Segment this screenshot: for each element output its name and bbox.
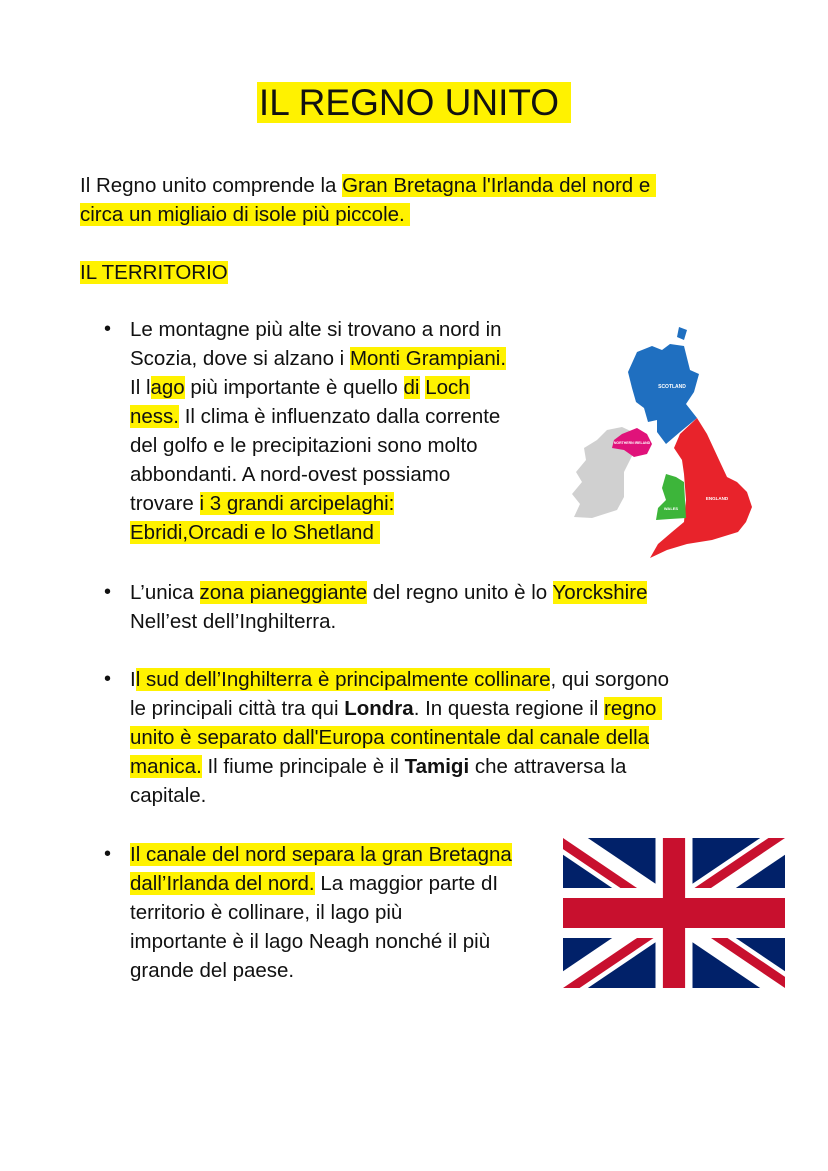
highlighted-text: Yorckshire <box>552 581 648 604</box>
text-segment: del regno unito è lo <box>367 581 553 604</box>
map-label-northern-ireland: NORTHERN IRELAND <box>613 441 651 445</box>
text-segment: Le montagne più alte si trovano a nord in <box>130 318 502 341</box>
text-segment: capitale. <box>130 784 207 807</box>
highlighted-text: Loch <box>425 376 470 399</box>
text-line <box>80 258 228 287</box>
bullet-icon: • <box>104 668 112 690</box>
highlighted-text: Gran Bretagna l'Irlanda del nord e <box>342 174 656 197</box>
highlighted-text: unito è separato dall'Europa continentale dal canale della <box>130 726 650 749</box>
text-line <box>130 781 669 810</box>
text-line <box>80 171 656 200</box>
highlighted-text: ness. <box>130 405 179 428</box>
text-segment: , qui sorgono <box>550 668 670 691</box>
highlighted-text: IL TERRITORIO <box>80 261 228 284</box>
text-line <box>80 200 656 229</box>
bold-text: Londra <box>344 697 414 720</box>
highlighted-text: di <box>403 376 420 399</box>
text-segment: L’unica <box>130 581 200 604</box>
highlighted-text: i 3 grandi arcipelaghi: <box>199 492 395 515</box>
title-text: IL REGNO UNITO <box>257 82 571 123</box>
highlighted-text: manica. <box>130 755 202 778</box>
bullet-icon: • <box>104 581 112 603</box>
text-line <box>130 578 647 607</box>
text-line <box>130 694 669 723</box>
section-heading <box>80 258 228 287</box>
text-line <box>130 898 512 927</box>
text-segment: Il Regno unito comprende la <box>80 174 343 197</box>
text-line <box>130 518 506 547</box>
text-line <box>130 840 512 869</box>
text-segment: Il fiume principale è il <box>201 755 405 778</box>
map-wales <box>656 474 686 520</box>
text-line <box>130 315 506 344</box>
text-segment: Scozia, dove si alzano i <box>130 347 350 370</box>
uk-map-image <box>562 322 782 567</box>
text-line <box>130 373 506 402</box>
bullet-mountains <box>104 315 507 547</box>
highlighted-text: Il canale del nord separa la gran Bretagna <box>130 843 512 866</box>
text-segment: Il clima è influenzato dalla corrente <box>179 405 501 428</box>
text-segment: le principali città tra qui <box>130 697 345 720</box>
text-segment: territorio è collinare, il lago più <box>130 901 403 924</box>
text-line <box>130 956 512 985</box>
highlighted-text: l sud dell’Inghilterra è principalmente collinare <box>135 668 551 691</box>
highlighted-text: dall’Irlanda del nord. <box>130 872 315 895</box>
text-segment: I <box>130 668 136 691</box>
text-segment: che attraversa la <box>469 755 627 778</box>
bullet-icon: • <box>104 843 112 865</box>
highlighted-text: regno <box>604 697 663 720</box>
text-segment: grande del paese. <box>130 959 295 982</box>
text-line <box>130 927 512 956</box>
text-segment: del golfo e le precipitazioni sono molto <box>130 434 478 457</box>
highlighted-text: Ebridi,Orcadi e lo Shetland <box>130 521 380 544</box>
text-segment: . In questa regione il <box>413 697 605 720</box>
text-line <box>130 607 647 636</box>
bullet-plain <box>104 578 648 636</box>
text-segment: trovare <box>130 492 200 515</box>
text-segment: importante è il lago Neagh nonché il più <box>130 930 491 953</box>
bullet-north-channel <box>104 840 512 985</box>
map-label-scotland: SCOTLAND <box>658 384 686 390</box>
bold-text: Tamigi <box>404 755 470 778</box>
text-line <box>130 344 506 373</box>
bullet-icon: • <box>104 318 112 340</box>
highlighted-text: circa un migliaio di isole più piccole. <box>80 203 411 226</box>
intro-paragraph <box>80 171 656 229</box>
text-segment: La maggior parte dI <box>314 872 499 895</box>
text-segment: abbondanti. A nord-ovest possiamo <box>130 463 451 486</box>
text-segment: più importante è quello <box>184 376 404 399</box>
text-line <box>130 665 669 694</box>
text-segment: Il l <box>130 376 151 399</box>
text-segment: Nell’est dell’Inghilterra. <box>130 610 337 633</box>
text-line <box>130 431 506 460</box>
text-line <box>130 460 506 489</box>
text-line <box>130 402 506 431</box>
union-jack-flag-image <box>563 838 785 988</box>
highlighted-text: zona pianeggiante <box>199 581 368 604</box>
text-line <box>130 869 512 898</box>
map-label-wales: WALES <box>663 506 679 511</box>
highlighted-text: Monti Grampiani. <box>349 347 507 370</box>
text-line <box>130 723 669 752</box>
text-line <box>130 489 506 518</box>
bullet-south <box>104 665 670 810</box>
highlighted-text: ago <box>150 376 185 399</box>
page-title <box>0 80 828 126</box>
map-label-england: ENGLAND <box>705 496 729 501</box>
text-line <box>130 752 669 781</box>
